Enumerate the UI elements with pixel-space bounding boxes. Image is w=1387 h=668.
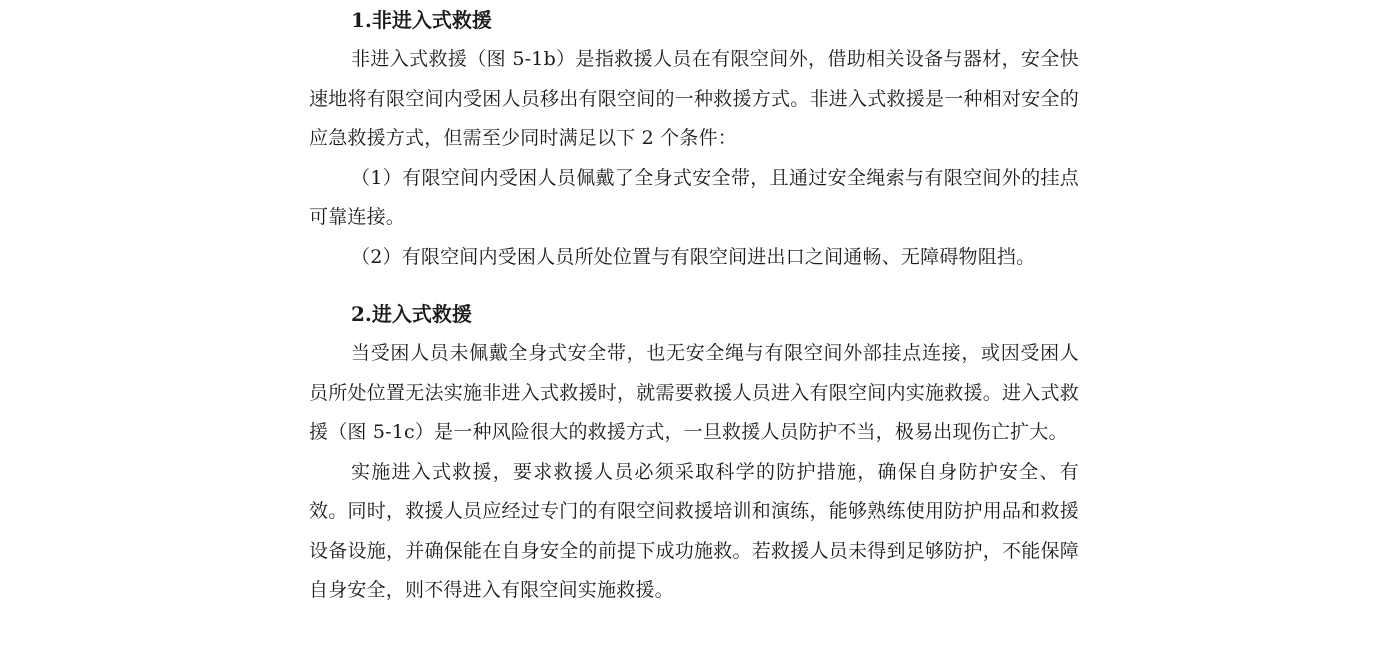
paragraph-non-entry-definition: 非进入式救援（图 5-1b）是指救援人员在有限空间外，借助相关设备与器材，安全快速地将有限空间内受困人员移出有限空间的一种救援方式。非进入式救援是一种相对安全的应急救援方式，但需至少同时满足以下 2 个条件： (309, 48, 1079, 149)
paragraph-entry-definition: 当受困人员未佩戴全身式安全带，也无安全绳与有限空间外部挂点连接，或因受困人员所处位置无法实施非进入式救援时，就需要救援人员进入有限空间内实施救援。进入式救援（图 5-1c）是一种风险很大的救援方式，一旦救援人员防护不当，极易出现伤亡扩大。 (309, 342, 1079, 443)
paragraph-entry-requirements: 实施进入式救援，要求救援人员必须采取科学的防护措施，确保自身防护安全、有效。同时，救援人员应经过专门的有限空间救援培训和演练，能够熟练使用防护用品和救援设备设施，并确保能在自身安全的前提下成功施救。若救援人员未得到足够防护，不能保障自身安全，则不得进入有限空间实施救援。 (309, 460, 1079, 601)
paragraph-condition-2: （2）有限空间内受困人员所处位置与有限空间进出口之间通畅、无障碍物阻挡。 (351, 245, 1036, 268)
section-heading-entry-rescue: 2.进入式救援 (351, 302, 472, 326)
paragraph-condition-1: （1）有限空间内受困人员佩戴了全身式安全带，且通过安全绳索与有限空间外的挂点可靠连接。 (309, 166, 1079, 228)
section-heading-non-entry-rescue: 1.非进入式救援 (351, 8, 492, 32)
document-page (309, 0, 1079, 611)
